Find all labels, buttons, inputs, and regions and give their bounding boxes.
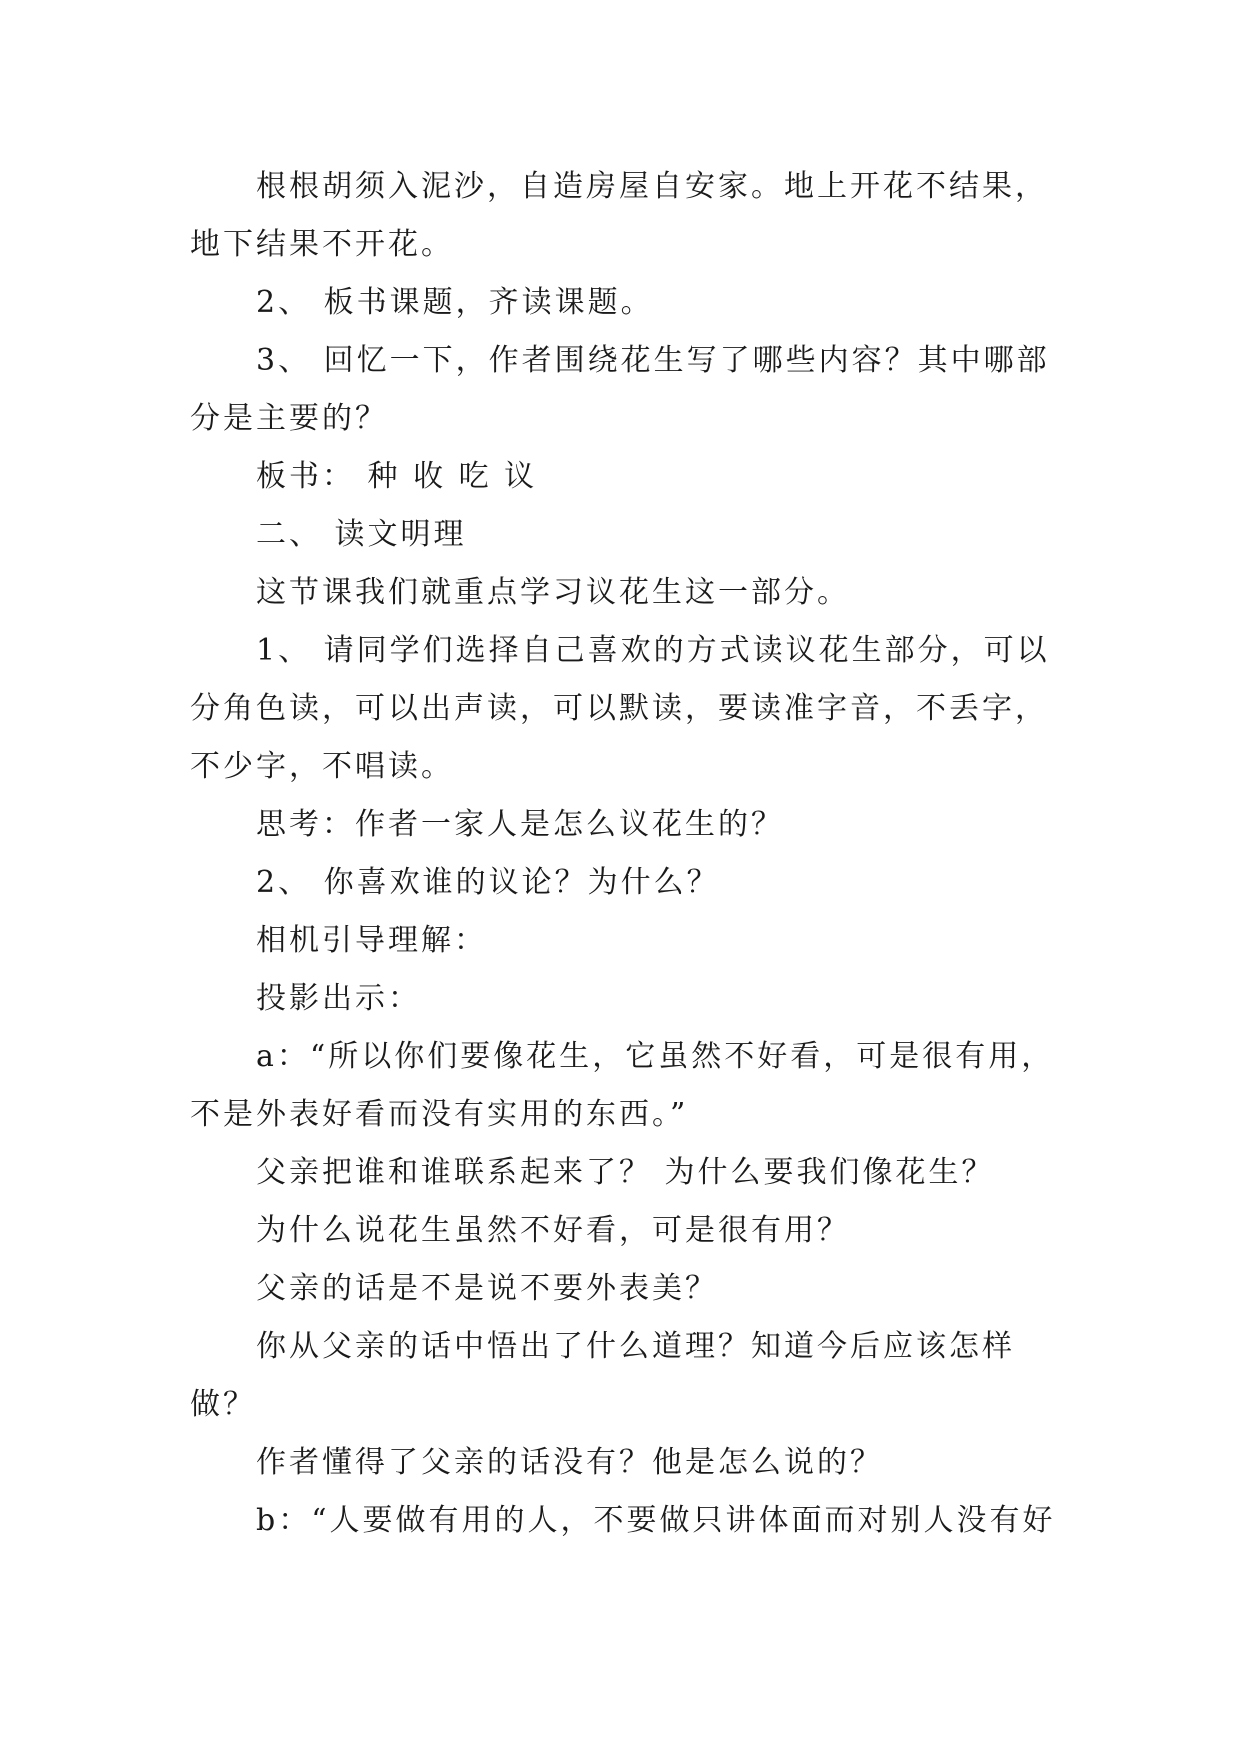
paragraph-question-father-link: 父亲把谁和谁联系起来了？ 为什么要我们像花生？	[256, 1155, 995, 1190]
paragraph-think: 思考：作者一家人是怎么议花生的？	[256, 807, 784, 842]
paragraph-question-2: 2、 你喜欢谁的议论？为什么？	[256, 865, 720, 900]
paragraph-question-appearance: 父亲的话是不是说不要外表美？	[256, 1271, 718, 1306]
paragraph-step-3-recall: 3、 回忆一下，作者围绕花生写了哪些内容？其中哪部分是主要的？	[190, 343, 1050, 436]
paragraph-quote-a: a：“所以你们要像花生，它虽然不好看，可是很有用，不是外表好看而没有实用的东西。”	[190, 1039, 1055, 1132]
paragraph-riddle: 根根胡须入泥沙，自造房屋自安家。地上开花不结果，地下结果不开花。	[190, 169, 1048, 262]
document-body	[190, 158, 1070, 1550]
paragraph-blackboard: 板书： 种 收 吃 议	[256, 459, 538, 494]
paragraph-focus: 这节课我们就重点学习议花生这一部分。	[256, 575, 850, 610]
paragraph-question-useful: 为什么说花生虽然不好看，可是很有用？	[256, 1213, 850, 1248]
paragraph-question-lesson: 你从父亲的话中悟出了什么道理？知道今后应该怎样做？	[190, 1329, 1015, 1422]
paragraph-question-author: 作者懂得了父亲的话没有？他是怎么说的？	[256, 1445, 883, 1480]
paragraph-quote-b: b：“人要做有用的人，不要做只讲体面而对别人没有好	[256, 1503, 1056, 1538]
paragraph-guide: 相机引导理解：	[256, 923, 487, 958]
section-heading-2: 二、 读文明理	[256, 517, 467, 552]
paragraph-read-instruction: 1、 请同学们选择自己喜欢的方式读议花生部分，可以分角色读，可以出声读，可以默读，要读准字音，不丢字，不少字，不唱读。	[190, 633, 1050, 784]
paragraph-projection: 投影出示：	[256, 981, 421, 1016]
paragraph-step-2-title: 2、 板书课题，齐读课题。	[256, 285, 654, 320]
